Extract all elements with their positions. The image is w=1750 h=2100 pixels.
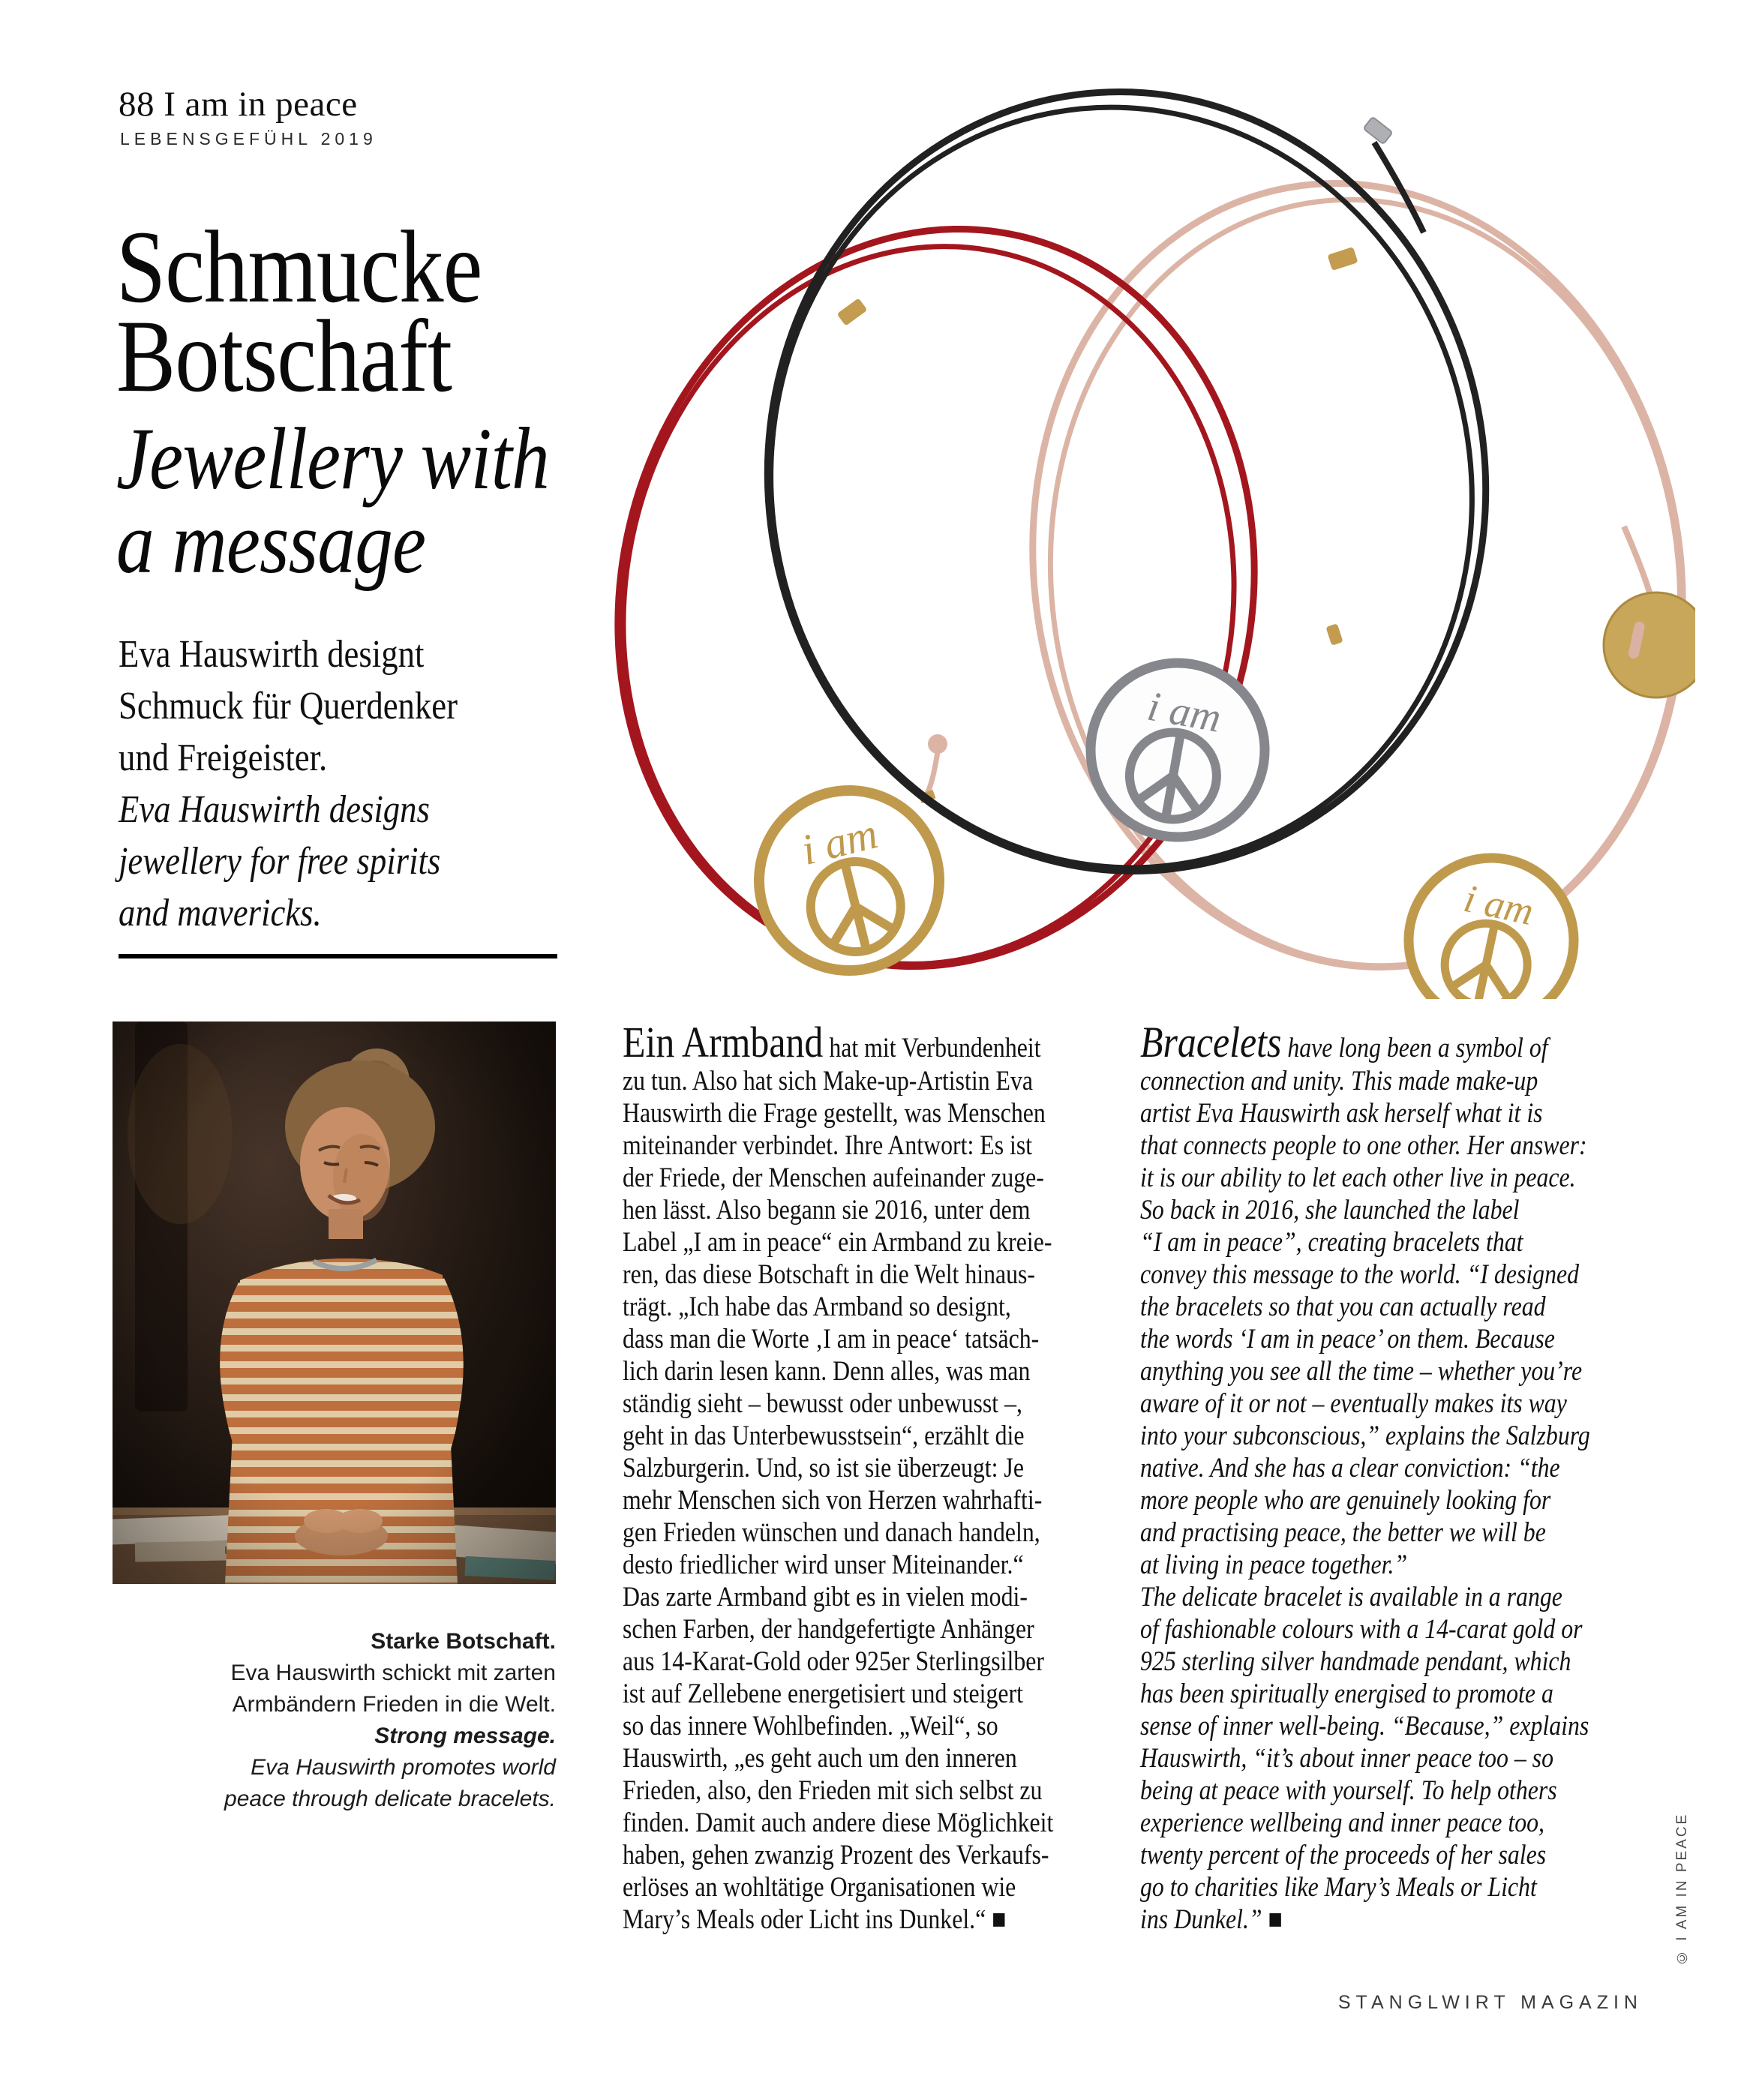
peace-pendant-silver bbox=[1077, 650, 1279, 851]
silver-clasp-bead bbox=[1363, 117, 1392, 145]
gold-disc-tag bbox=[1604, 592, 1695, 698]
headline-en: Jewellery with a message bbox=[116, 410, 549, 592]
portrait-photo-art bbox=[113, 1022, 556, 1584]
svg-text:i am: i am bbox=[1144, 682, 1225, 742]
pink-cord bbox=[927, 131, 1695, 999]
headline-de: Schmucke Botschaft bbox=[116, 209, 482, 413]
photo-caption: Starke Botschaft. Eva Hauswirth schickt mit zarten Armbändern Frieden in die Welt. Strong message. Eva Hauswirth promotes world peace through delicate bracelets. bbox=[224, 1629, 556, 1811]
article-en-body: connection and unity. This made make-up artist Eva Hauswirth ask herself what it is that connects people to one other. Her answer: it is our ability to let each other live in peace. So back in 2016, she launched the label “I am in peace”, creating bracelets that convey this message to the world. “I designed the bracelets so that you can actually read the words ‘I am in peace’ on them. Because anything you see all the time – whether you’re aware of it or not – eventually makes its way into your subconscious,” explains the Salzburg native. And she has a clear conviction: “the more people who are genuinely looking for and practising peace, the better we will be at living in peace together.” The delicate bracelet is available in a range of fashionable colours with a 14-carat gold or 925 sterling silver handmade pendant, which has been spiritually energised to promote a sense of inner well-being. “Because,” explains Hauswirth, “it’s about inner peace too – so being at peace with yourself. To help others experience wellbeing and inner peace too, twenty percent of the proceeds of her sales go to charities like Mary’s Meals or Licht ins Dunkel.” ■ bbox=[1140, 1066, 1590, 1935]
gold-bead bbox=[1325, 623, 1343, 646]
gold-bead bbox=[1327, 247, 1358, 271]
article-column-en bbox=[1140, 1018, 1650, 1935]
gold-bead bbox=[837, 298, 868, 326]
divider-rule bbox=[119, 954, 557, 958]
svg-text:i am: i am bbox=[796, 808, 883, 874]
photo-credit: © I AM IN PEACE bbox=[1674, 1812, 1690, 1965]
peace-pendant-gold-right bbox=[1394, 843, 1589, 999]
bracelets-photo bbox=[585, 46, 1695, 1003]
portrait-photo bbox=[113, 1022, 556, 1588]
cord-knot bbox=[928, 734, 947, 754]
article-column-de bbox=[623, 1018, 1118, 1935]
issue-line: LEBENSGEFÜHL 2019 bbox=[120, 129, 377, 148]
article-de-body: zu tun. Also hat sich Make-up-Artistin Eva Hauswirth die Frage gestellt, was Menschen miteinander verbindet. Ihre Antwort: Es ist der Friede, der Menschen aufeinander zuge- hen lässt. Also begann sie 2016, unter dem Label „I am in peace“ ein Armband zu kreie- ren, das diese Botschaft in die Welt hinaus- trägt. „Ich habe das Armband so designt, dass man die Worte ‚I am in peace‘ tatsäch- lich darin lesen kann. Denn alles, was man ständig sieht – bewusst oder unbewusst –, geht in das Unterbewusstsein“, erzählt die Salzburgerin. Und, so ist sie überzeugt: Je mehr Menschen sich von Herzen wahrhafti- gen Frieden wünschen und danach handeln, desto friedlicher wird unser Miteinander.“ Das zarte Armband gibt es in vielen modi- schen Farben, der handgefertigte Anhänger aus 14-Karat-Gold oder 925er Sterlingsilber ist auf Zellebene energetisiert und steigert so das innere Wohlbefinden. „Weil“, so Hauswirth, „es geht auch um den inneren Frieden, also, den Frieden mit sich selbst zu finden. Damit auch andere diese Möglichkeit haben, gehen zwanzig Prozent des Verkaufs- erlöses an wohltätige Organisationen wie Mary’s Meals oder Licht ins Dunkel.“ ■ bbox=[623, 1066, 1054, 1935]
article-en-lead-line: Bracelets have long been a symbol of bbox=[1140, 1018, 1548, 1066]
standfirst: Eva Hauswirth designt Schmuck für Querdenker und Freigeister. Eva Hauswirth designs jewellery for free spirits and mavericks. bbox=[119, 633, 458, 934]
bracelets-art bbox=[585, 46, 1695, 999]
page-number-line: 88 I am in peace bbox=[119, 85, 358, 124]
svg-text:i am: i am bbox=[1460, 877, 1538, 934]
red-cord bbox=[585, 165, 1327, 999]
peace-pendant-gold-left bbox=[740, 772, 959, 990]
article-de-lead-line: Ein Armband hat mit Verbundenheit bbox=[623, 1018, 1041, 1066]
magazine-footer: STANGLWIRT MAGAZIN bbox=[1337, 1992, 1643, 2013]
